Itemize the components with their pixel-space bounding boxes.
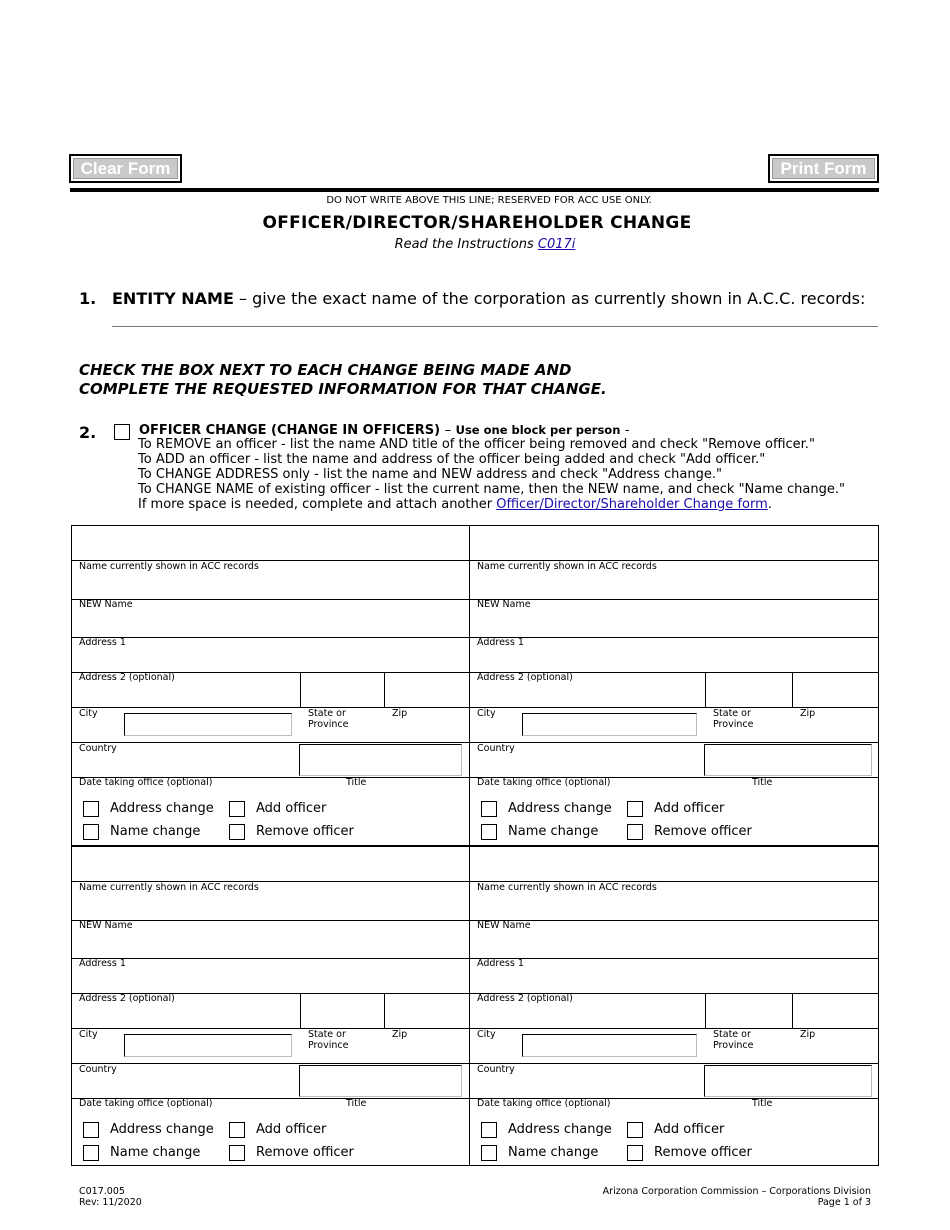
block-br-country-label: Country [477,1064,515,1075]
block-tr-add-officer-checkbox[interactable] [627,801,643,817]
block-tr-name-input[interactable] [470,526,878,559]
instructions-prefix: Read the Instructions [394,237,534,252]
instruction-more-space [138,497,845,512]
block-bl-name-change-label: Name change [110,1145,201,1160]
block-tr-country-input[interactable] [704,744,872,776]
block-br-zip-label: Zip [800,1029,816,1040]
block-bl-row-line-5 [71,1063,469,1064]
instruction-name: To CHANGE NAME of existing officer - list the current name, then the NEW name, and check "Name change." [138,482,845,497]
block-bl-city-label: City [79,1029,98,1040]
block-tl-add-officer-label: Add officer [256,801,327,816]
block-tr-new-name-label: NEW Name [477,599,531,610]
block-br-remove-officer-checkbox[interactable] [627,1145,643,1161]
block-bl-state-label-line1: State or [308,1029,346,1040]
block-br-state-label-line1: State or [713,1029,751,1040]
block-bl-title-label: Title [346,1098,367,1109]
block-br-address-change-label: Address change [508,1122,612,1137]
block-bl-address1-label: Address 1 [79,958,126,969]
block-bl-remove-officer-label: Remove officer [256,1145,354,1160]
footer-form-info [79,1186,142,1208]
block-br-add-officer-label: Add officer [654,1122,725,1137]
block-tl-address-change-label: Address change [110,801,214,816]
block-tl-remove-officer-label: Remove officer [256,824,354,839]
block-bl-city-input[interactable] [124,1034,292,1057]
block-tr-row-line-5 [469,742,879,743]
block-br-name-input[interactable] [470,847,878,880]
print-form-button[interactable]: Print Form [768,154,879,183]
entity-name-label: ENTITY NAME [112,289,234,308]
block-tr-zip-label: Zip [800,708,816,719]
footer-form-code: C017.005 [79,1186,125,1197]
block-tl-address2-label: Address 2 (optional) [79,672,175,683]
block-br-row-line-2 [469,958,879,959]
officer-change-instructions [138,437,845,512]
block-tr-state-column-line [705,672,706,707]
block-tr-state-label [713,708,753,730]
officer-change-checkbox[interactable] [114,424,130,440]
block-tl-date-label: Date taking office (optional) [79,777,213,788]
block-bl-state-label-line2: Province [308,1040,349,1051]
section1-number: 1. [79,289,97,308]
block-br-current-name-label: Name currently shown in ACC records [477,882,657,893]
check-instructions-line1: CHECK THE BOX NEXT TO EACH CHANGE BEING MADE AND [79,361,572,379]
block-tr-current-name-label: Name currently shown in ACC records [477,561,657,572]
block-bl-add-officer-checkbox[interactable] [229,1122,245,1138]
block-br-city-label: City [477,1029,496,1040]
block-tr-zip-column-line [792,672,793,707]
block-tr-state-label-line2: Province [713,719,754,730]
block-tl-state-label-line2: Province [308,719,349,730]
block-tr-remove-officer-label: Remove officer [654,824,752,839]
block-tr-row-line-4 [469,707,879,708]
block-br-row-line-5 [469,1063,879,1064]
block-br-title-label: Title [752,1098,773,1109]
block-tr-address1-label: Address 1 [477,637,524,648]
reserved-note: DO NOT WRITE ABOVE THIS LINE; RESERVED FOR ACC USE ONLY. [326,195,652,206]
block-bl-address2-label: Address 2 (optional) [79,993,175,1004]
block-tl-country-label: Country [79,743,117,754]
officer-change-note-dash: - [624,423,630,438]
officer-change-note: Use one block per person [455,423,621,437]
block-bl-remove-officer-checkbox[interactable] [229,1145,245,1161]
block-bl-name-change-checkbox[interactable] [83,1145,99,1161]
check-instructions-line2: COMPLETE THE REQUESTED INFORMATION FOR THAT CHANGE. [79,380,607,398]
block-br-country-input[interactable] [704,1065,872,1097]
block-tl-country-input[interactable] [299,744,462,776]
block-tl-name-change-checkbox[interactable] [83,824,99,840]
block-br-address1-label: Address 1 [477,958,524,969]
block-tl-row-line-5 [71,742,469,743]
entity-name-prompt [112,289,865,308]
block-tl-city-input[interactable] [124,713,292,736]
block-tr-add-officer-label: Add officer [654,801,725,816]
block-br-remove-officer-label: Remove officer [654,1145,752,1160]
block-br-state-column-line [705,993,706,1028]
block-br-zip-column-line [792,993,793,1028]
block-br-state-label [713,1029,753,1051]
instruction-address: To CHANGE ADDRESS only - list the name and NEW address and check "Address change." [138,467,722,482]
block-tr-address-change-label: Address change [508,801,612,816]
block-bl-name-input[interactable] [72,847,468,880]
block-bl-current-name-label: Name currently shown in ACC records [79,882,259,893]
instructions-line [0,237,950,252]
block-tr-date-label: Date taking office (optional) [477,777,611,788]
block-br-new-name-label: NEW Name [477,920,531,931]
block-tl-row-line-4 [71,707,469,708]
block-tr-row-line-2 [469,637,879,638]
block-tl-remove-officer-checkbox[interactable] [229,824,245,840]
block-bl-row-line-4 [71,1028,469,1029]
block-tl-address-change-checkbox[interactable] [83,801,99,817]
block-bl-country-input[interactable] [299,1065,462,1097]
reserved-divider [70,188,879,192]
clear-form-button[interactable]: Clear Form [69,154,182,183]
footer-agency-info [560,1186,871,1208]
block-br-name-change-checkbox[interactable] [481,1145,497,1161]
block-tl-address1-label: Address 1 [79,637,126,648]
block-tl-state-label [308,708,348,730]
footer-agency: Arizona Corporation Commission – Corporations Division [602,1186,871,1197]
block-br-state-label-line2: Province [713,1040,754,1051]
block-tr-city-input[interactable] [522,713,697,736]
block-tl-name-change-label: Name change [110,824,201,839]
block-tl-state-column-line [300,672,301,707]
block-br-name-change-label: Name change [508,1145,599,1160]
block-bl-country-label: Country [79,1064,117,1075]
block-bl-zip-column-line [384,993,385,1028]
officer-change-title: OFFICER CHANGE (CHANGE IN OFFICERS) [139,423,441,438]
block-br-date-label: Date taking office (optional) [477,1098,611,1109]
section2-number: 2. [79,423,97,442]
instructions-link[interactable]: C017i [537,237,576,252]
instruction-remove: To REMOVE an officer - list the name AND title of the officer being removed and check "Remove officer." [138,437,815,452]
block-bl-add-officer-label: Add officer [256,1122,327,1137]
entity-name-field[interactable] [112,326,878,327]
block-tl-city-label: City [79,708,98,719]
block-bl-new-name-label: NEW Name [79,920,133,931]
officer-blocks-center-line [469,525,470,1166]
block-tr-title-label: Title [752,777,773,788]
instruction-add: To ADD an officer - list the name and address of the officer being added and check "Add officer." [138,452,766,467]
officer-change-dash: – [444,423,452,438]
block-tl-add-officer-checkbox[interactable] [229,801,245,817]
check-instructions [79,361,607,399]
block-tr-remove-officer-checkbox[interactable] [627,824,643,840]
block-tr-address2-label: Address 2 (optional) [477,672,573,683]
block-bl-row-line-2 [71,958,469,959]
block-bl-address-change-label: Address change [110,1122,214,1137]
change-form-link[interactable]: Officer/Director/Shareholder Change form [496,497,768,512]
block-tl-zip-label: Zip [392,708,408,719]
block-tr-country-label: Country [477,743,515,754]
block-tr-state-label-line1: State or [713,708,751,719]
block-tl-name-input[interactable] [72,526,468,559]
block-br-city-input[interactable] [522,1034,697,1057]
entity-name-text: – give the exact name of the corporation as currently shown in A.C.C. records: [238,289,866,308]
block-br-address-change-checkbox[interactable] [481,1122,497,1138]
more-space-prefix: If more space is needed, complete and attach another [138,497,493,512]
block-tl-zip-column-line [384,672,385,707]
block-bl-state-column-line [300,993,301,1028]
page-title: OFFICER/DIRECTOR/SHAREHOLDER CHANGE [262,213,692,233]
footer-revision: Rev: 11/2020 [79,1197,142,1208]
footer-page-number: Page 1 of 3 [817,1197,871,1208]
block-br-add-officer-checkbox[interactable] [627,1122,643,1138]
block-br-row-line-4 [469,1028,879,1029]
block-tr-name-change-label: Name change [508,824,599,839]
block-tr-address-change-checkbox[interactable] [481,801,497,817]
block-bl-zip-label: Zip [392,1029,408,1040]
block-tl-title-label: Title [346,777,367,788]
block-tl-row-line-2 [71,637,469,638]
block-bl-address-change-checkbox[interactable] [83,1122,99,1138]
block-tl-state-label-line1: State or [308,708,346,719]
block-br-address2-label: Address 2 (optional) [477,993,573,1004]
block-bl-date-label: Date taking office (optional) [79,1098,213,1109]
block-bl-state-label [308,1029,348,1051]
block-tr-name-change-checkbox[interactable] [481,824,497,840]
block-tl-current-name-label: Name currently shown in ACC records [79,561,259,572]
officer-change-header [139,423,630,438]
block-tr-city-label: City [477,708,496,719]
more-space-suffix: . [767,497,772,512]
block-tl-new-name-label: NEW Name [79,599,133,610]
